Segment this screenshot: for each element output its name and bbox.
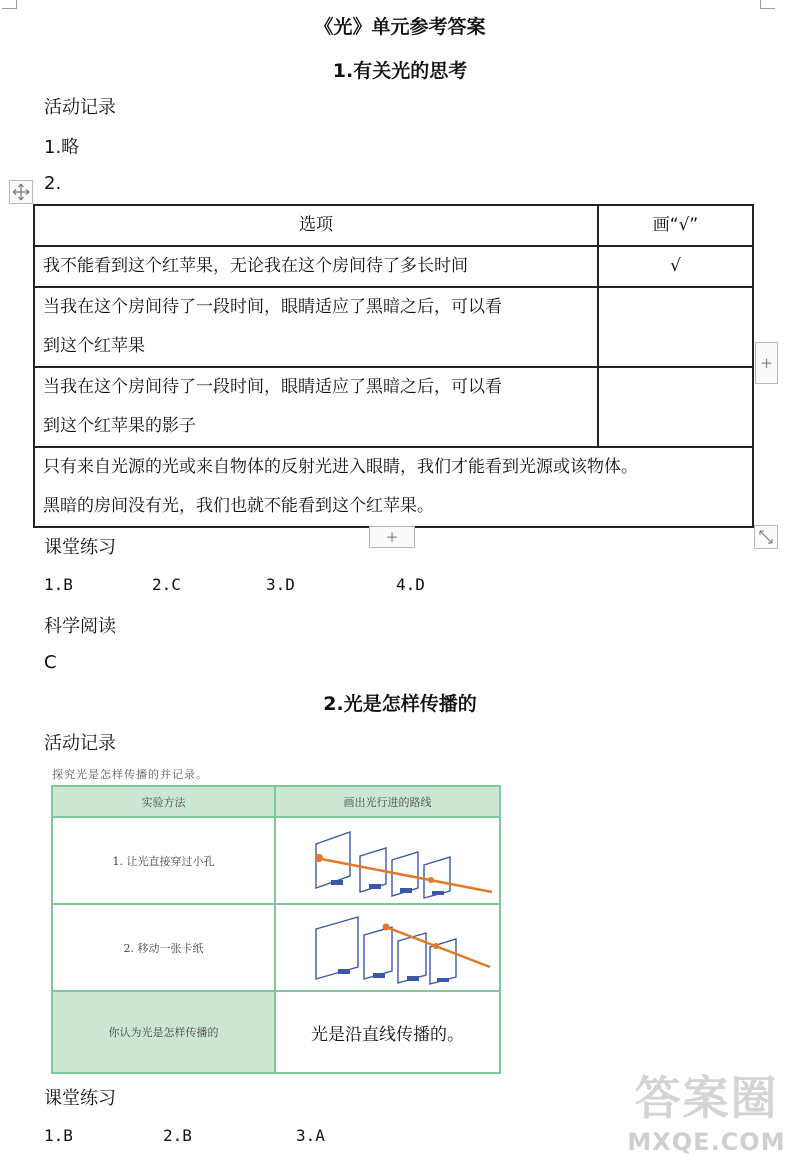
lesson1-reading-label: 科学阅读	[44, 616, 116, 637]
light-path-card-illustration	[276, 905, 500, 987]
table-cell-mark: √	[598, 246, 753, 287]
figure-method-cell: 2. 移动一张卡纸	[52, 904, 275, 991]
figure-method-cell: 1. 让光直接穿过小孔	[52, 817, 275, 904]
practice-answer: 3.A	[296, 1126, 325, 1145]
lesson1-heading: 1.有关光的思考	[332, 60, 468, 82]
table-cell-option: 我不能看到这个红苹果，无论我在这个房间待了多长时间	[34, 246, 598, 287]
table-header-option: 选项	[34, 205, 598, 246]
practice-answer: 2.C	[152, 575, 181, 594]
figure-row	[52, 904, 500, 991]
table-cell-line: 到这个红苹果的影子	[43, 416, 196, 436]
table-row	[34, 367, 753, 447]
table-header-mark: 画“√”	[598, 205, 753, 246]
figure-header-method: 实验方法	[52, 786, 275, 817]
table-row	[34, 246, 753, 287]
table-row	[34, 287, 753, 367]
figure-answer-cell: 光是沿直线传播的。	[275, 991, 500, 1073]
lesson2-activity-label: 活动记录	[44, 733, 116, 754]
page-corner-mark-right	[760, 0, 775, 9]
table-cell-option	[34, 367, 598, 447]
figure-path-cell	[275, 817, 500, 904]
table-cell-mark	[598, 287, 753, 367]
table-cell-option	[34, 287, 598, 367]
practice-answer: 2.B	[163, 1126, 192, 1145]
figure-row	[52, 991, 500, 1073]
answer-table	[33, 204, 754, 528]
table-header-row	[34, 205, 753, 246]
move-icon[interactable]	[9, 180, 33, 204]
figure-header-row	[52, 786, 500, 817]
experiment-figure	[51, 785, 501, 1074]
watermark-site-text: MXQE.COM	[627, 1128, 786, 1156]
table-conclusion-line: 黑暗的房间没有光，我们也就不能看到这个红苹果。	[43, 496, 434, 516]
figure-row	[52, 817, 500, 904]
add-row-button[interactable]: +	[369, 526, 415, 548]
lesson1-activity-label: 活动记录	[44, 97, 116, 118]
table-conclusion	[34, 447, 753, 527]
practice-answer: 1.B	[44, 1126, 73, 1145]
watermark-logo-text: 答案圈	[634, 1071, 779, 1125]
table-cell-line: 到这个红苹果	[43, 336, 145, 356]
figure-caption: 探究光是怎样传播的并记录。	[52, 768, 208, 781]
lesson1-item2: 2.	[44, 173, 62, 194]
page-corner-mark-left	[2, 0, 17, 9]
lesson1-reading-answer: C	[44, 652, 57, 673]
figure-header-path: 画出光行进的路线	[275, 786, 500, 817]
lesson2-heading: 2.光是怎样传播的	[323, 693, 477, 715]
table-conclusion-line: 只有来自光源的光或来自物体的反射光进入眼睛，我们才能看到光源或该物体。	[43, 457, 638, 477]
practice-answer: 4.D	[396, 575, 425, 594]
practice-answer: 3.D	[266, 575, 295, 594]
add-column-button[interactable]: +	[755, 342, 778, 384]
table-conclusion-row	[34, 447, 753, 527]
table-cell-line: 当我在这个房间待了一段时间，眼睛适应了黑暗之后，可以看	[43, 297, 502, 317]
practice-answer: 1.B	[44, 575, 73, 594]
lesson1-practice-label: 课堂练习	[44, 537, 116, 558]
light-path-pinhole-illustration	[276, 818, 500, 900]
figure-path-cell	[275, 904, 500, 991]
resize-table-icon[interactable]	[754, 525, 778, 549]
figure-question-cell: 你认为光是怎样传播的	[52, 991, 275, 1073]
table-cell-line: 当我在这个房间待了一段时间，眼睛适应了黑暗之后，可以看	[43, 377, 502, 397]
watermark	[619, 1072, 794, 1160]
table-cell-mark	[598, 367, 753, 447]
page-title: 《光》单元参考答案	[314, 16, 486, 38]
lesson1-item1: 1.略	[44, 137, 80, 158]
lesson2-practice-label: 课堂练习	[44, 1088, 116, 1109]
